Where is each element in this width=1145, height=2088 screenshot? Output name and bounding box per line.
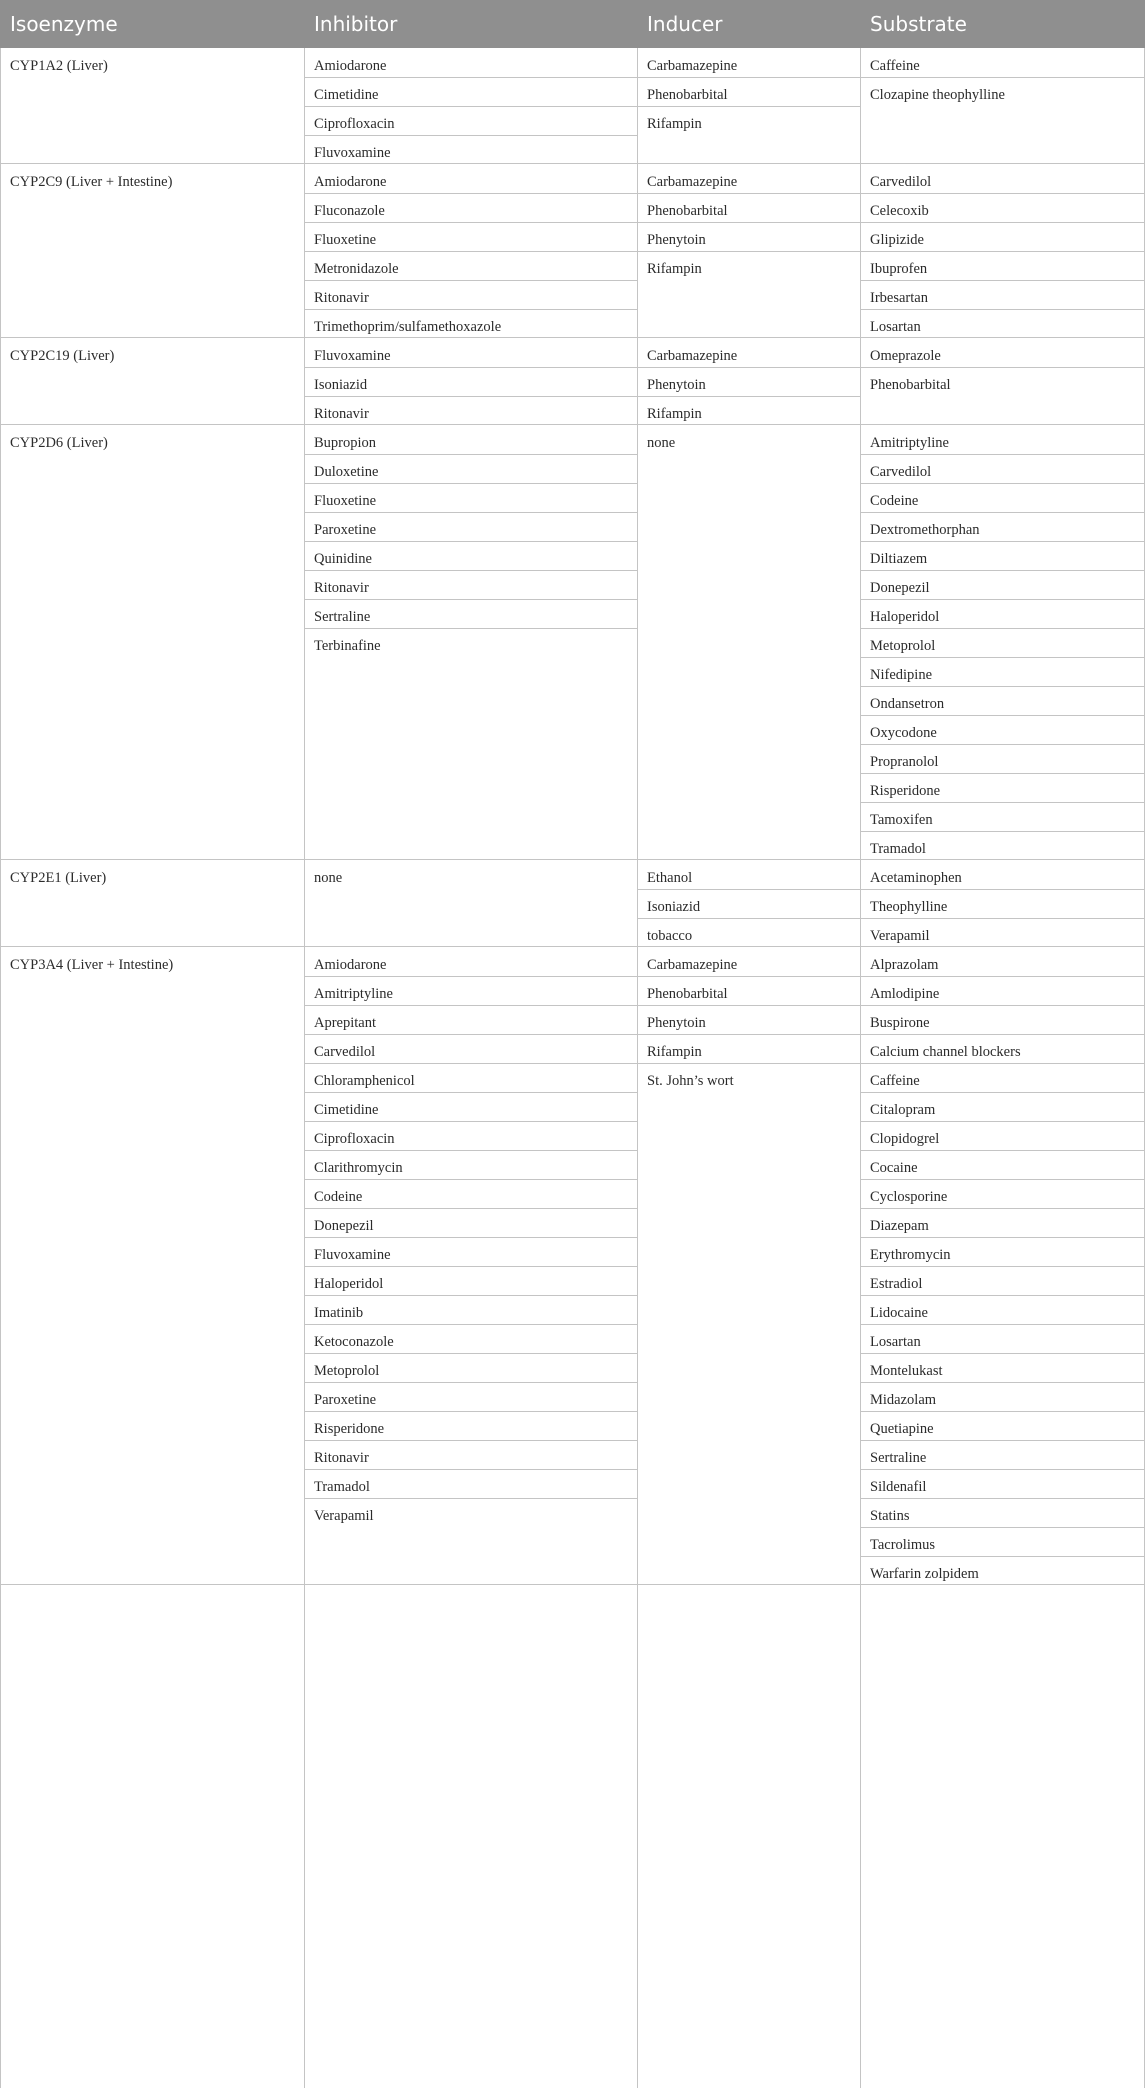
substrate-cell: Glipizide (870, 232, 924, 248)
substrate-cell: Omeprazole (870, 348, 941, 364)
substrate-cell: Diltiazem (870, 551, 928, 567)
inducer-cell: Carbamazepine (647, 348, 738, 364)
substrate-cell: Caffeine (870, 58, 920, 74)
substrate-cell: Ondansetron (870, 696, 945, 712)
inhibitor-cell: Chloramphenicol (314, 1073, 415, 1089)
substrate-cell: Calcium channel blockers (870, 1044, 1021, 1060)
column-divider (637, 48, 638, 2088)
substrate-cell: Quetiapine (870, 1421, 934, 1437)
inducer-cell: Rifampin (647, 1044, 702, 1060)
inhibitor-cell: Fluvoxamine (314, 1247, 391, 1263)
inducer-cell: Phenobarbital (647, 203, 728, 219)
inducer-cell: Rifampin (647, 406, 702, 422)
substrate-cell: Acetaminophen (870, 870, 962, 886)
substrate-cell: Cyclosporine (870, 1189, 948, 1205)
inhibitor-cell: Fluvoxamine (314, 348, 391, 364)
inhibitor-cell: Ciprofloxacin (314, 116, 395, 132)
substrate-cell: Donepezil (870, 580, 930, 596)
inhibitor-cell: Metronidazole (314, 261, 399, 277)
inhibitor-cell: Quinidine (314, 551, 372, 567)
substrate-cell: Dextromethorphan (870, 522, 980, 538)
substrate-cell: Carvedilol (870, 174, 932, 190)
inducer-cell: Phenytoin (647, 377, 706, 393)
substrate-cell: Caffeine (870, 1073, 920, 1089)
substrate-cell: Sildenafil (870, 1479, 927, 1495)
isoenzyme-cell: CYP3A4 (Liver + Intestine) (10, 957, 174, 973)
substrate-cell: Lidocaine (870, 1305, 928, 1321)
substrate-cell: Tamoxifen (870, 812, 933, 828)
inducer-cell: Carbamazepine (647, 58, 738, 74)
substrate-cell: Carvedilol (870, 464, 932, 480)
inhibitor-cell: Paroxetine (314, 1392, 377, 1408)
isoenzyme-cell: CYP2C19 (Liver) (10, 348, 115, 364)
substrate-cell: Propranolol (870, 754, 939, 770)
substrate-cell: Sertraline (870, 1450, 927, 1466)
substrate-cell: Diazepam (870, 1218, 929, 1234)
inhibitor-cell: Haloperidol (314, 1276, 384, 1292)
substrate-cell: Erythromycin (870, 1247, 951, 1263)
inhibitor-cell: Donepezil (314, 1218, 374, 1234)
substrate-cell: Verapamil (870, 928, 930, 944)
inducer-cell: St. John’s wort (647, 1073, 734, 1089)
substrate-cell: Clozapine theophylline (870, 87, 1005, 103)
inhibitor-cell: Fluoxetine (314, 493, 377, 509)
inhibitor-cell: Trimethoprim/sulfamethoxazole (314, 319, 502, 335)
inhibitor-cell: Duloxetine (314, 464, 379, 480)
inhibitor-cell: Codeine (314, 1189, 363, 1205)
inhibitor-cell: Tramadol (314, 1479, 370, 1495)
substrate-cell: Phenobarbital (870, 377, 951, 393)
inhibitor-cell: Fluconazole (314, 203, 385, 219)
substrate-cell: Nifedipine (870, 667, 933, 683)
inducer-cell: Phenobarbital (647, 986, 728, 1002)
substrate-cell: Buspirone (870, 1015, 930, 1031)
substrate-cell: Cocaine (870, 1160, 918, 1176)
inducer-cell: Carbamazepine (647, 174, 738, 190)
column-divider (0, 48, 1, 2088)
substrate-cell: Statins (870, 1508, 910, 1524)
substrate-cell: Losartan (870, 319, 921, 335)
inhibitor-cell: Terbinafine (314, 638, 381, 654)
inhibitor-cell: Ketoconazole (314, 1334, 394, 1350)
group-divider (0, 1584, 1145, 1585)
inducer-cell: Carbamazepine (647, 957, 738, 973)
isoenzyme-cell: CYP2E1 (Liver) (10, 870, 107, 886)
substrate-cell: Citalopram (870, 1102, 936, 1118)
inhibitor-cell: Verapamil (314, 1508, 374, 1524)
inhibitor-cell: Cimetidine (314, 87, 379, 103)
inhibitor-cell: Clarithromycin (314, 1160, 403, 1176)
inhibitor-cell: Amiodarone (314, 957, 387, 973)
substrate-cell: Clopidogrel (870, 1131, 940, 1147)
inhibitor-cell: Ritonavir (314, 406, 369, 422)
inhibitor-cell: Ritonavir (314, 290, 369, 306)
substrate-cell: Codeine (870, 493, 919, 509)
inhibitor-cell: Isoniazid (314, 377, 368, 393)
isoenzyme-cell: CYP2C9 (Liver + Intestine) (10, 174, 173, 190)
column-header-isoenzyme: Isoenzyme (0, 0, 304, 48)
isoenzyme-cell: CYP2D6 (Liver) (10, 435, 108, 451)
substrate-cell: Oxycodone (870, 725, 937, 741)
inhibitor-cell: Imatinib (314, 1305, 364, 1321)
substrate-cell: Amlodipine (870, 986, 940, 1002)
inducer-cell: Phenobarbital (647, 87, 728, 103)
column-divider (860, 48, 861, 2088)
inhibitor-cell: Sertraline (314, 609, 371, 625)
inhibitor-cell: Risperidone (314, 1421, 385, 1437)
inhibitor-cell: Amiodarone (314, 58, 387, 74)
inhibitor-cell: Aprepitant (314, 1015, 377, 1031)
substrate-cell: Amitriptyline (870, 435, 949, 451)
substrate-cell: Midazolam (870, 1392, 937, 1408)
inhibitor-cell: Amitriptyline (314, 986, 393, 1002)
inhibitor-cell: Ritonavir (314, 580, 369, 596)
substrate-cell: Estradiol (870, 1276, 923, 1292)
column-header-inducer: Inducer (637, 0, 860, 48)
inhibitor-cell: Fluoxetine (314, 232, 377, 248)
column-header-inhibitor: Inhibitor (304, 0, 637, 48)
substrate-cell: Tacrolimus (870, 1537, 936, 1553)
substrate-cell: Losartan (870, 1334, 921, 1350)
inhibitor-cell: Cimetidine (314, 1102, 379, 1118)
inducer-cell: Rifampin (647, 116, 702, 132)
inhibitor-cell: Ritonavir (314, 1450, 369, 1466)
inducer-cell: Rifampin (647, 261, 702, 277)
column-divider (304, 48, 305, 2088)
substrate-cell: Haloperidol (870, 609, 940, 625)
isoenzyme-cell: CYP1A2 (Liver) (10, 58, 108, 74)
inhibitor-cell: Bupropion (314, 435, 377, 451)
column-header-substrate: Substrate (860, 0, 1145, 48)
inhibitor-cell: Amiodarone (314, 174, 387, 190)
inducer-cell: Phenytoin (647, 1015, 706, 1031)
inducer-cell: Isoniazid (647, 899, 701, 915)
inhibitor-cell: none (314, 870, 343, 886)
inhibitor-cell: Paroxetine (314, 522, 377, 538)
inhibitor-cell: Ciprofloxacin (314, 1131, 395, 1147)
inhibitor-cell: Metoprolol (314, 1363, 380, 1379)
substrate-cell: Alprazolam (870, 957, 939, 973)
substrate-cell: Tramadol (870, 841, 926, 857)
substrate-cell: Celecoxib (870, 203, 929, 219)
substrate-cell: Montelukast (870, 1363, 943, 1379)
inhibitor-cell: Carvedilol (314, 1044, 376, 1060)
substrate-cell: Metoprolol (870, 638, 936, 654)
inducer-cell: Ethanol (647, 870, 693, 886)
inhibitor-cell: Fluvoxamine (314, 145, 391, 161)
substrate-cell: Theophylline (870, 899, 948, 915)
inducer-cell: Phenytoin (647, 232, 706, 248)
substrate-cell: Warfarin zolpidem (870, 1566, 979, 1582)
substrate-cell: Risperidone (870, 783, 941, 799)
inducer-cell: none (647, 435, 676, 451)
inducer-cell: tobacco (647, 928, 693, 944)
substrate-cell: Ibuprofen (870, 261, 928, 277)
substrate-cell: Irbesartan (870, 290, 928, 306)
